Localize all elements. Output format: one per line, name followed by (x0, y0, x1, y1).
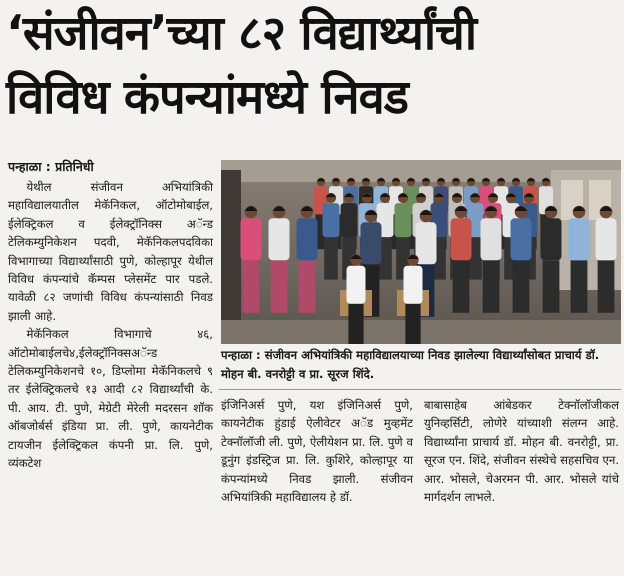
byline: पन्हाळा : प्रतिनिधी (8, 159, 94, 174)
person-silhouette (269, 206, 290, 313)
person-silhouette (569, 206, 590, 313)
caption-divider (219, 389, 621, 390)
person-silhouette (323, 193, 340, 280)
headline (6, 2, 618, 130)
person-silhouette (511, 206, 532, 313)
person-silhouette (451, 206, 472, 313)
article-column-1 (8, 178, 213, 473)
person-silhouette (596, 206, 617, 313)
person-silhouette (241, 206, 262, 313)
headline-line-1: ‘संजीवन’च्या ८२ विद्यार्थ्यांची (6, 6, 477, 61)
person-silhouette (541, 206, 562, 313)
paragraph-companies: इंजिनिअर्स पुणे, यश इंजिनिअर्स पुणे, कायनेटीक हुंडाई ऐलीवेटर अॅड मुव्हमेंट टेक्नॉलॉजी ली. पुणे, ऐलीयेशन प्रा. लि. पुणे व डूनुंग इंडस्ट्रिज प्रा. लि. कुशिरे, कोल्हापूर या कंपन्यांमध्ये निवड झाली. संजीवन अभियांत्रिकी महाविद्यालय हे डॉ. (221, 398, 413, 505)
headline-line-2: विविध कंपन्यांमध्ये निवड (6, 70, 408, 125)
person-silhouette (481, 206, 502, 313)
paragraph-intro: येथील संजीवन अभियांत्रिकी महाविद्यालयातील मेकॅनिकल, ऑटोमोबाईल, ईलेक्ट्रिकल व ईलेक्ट्रॉनिक्स अॅन्ड टेलिकम्युनिकेशन पदवी, मेकॅनिकलपदविका विभागाच्या विद्यार्थ्यांसाठी पुणे, कोल्हापूर येथील विविध कंपन्यांचे कॅम्पस प्लेसमेंट पार पडले. यावेळी ८२ जणांची विविध कंपन्यांसाठी निवड झाली आहे. (8, 180, 213, 323)
article-column-3 (424, 396, 619, 506)
group-photo-illustration (221, 160, 621, 344)
paragraph-details: मेकॅनिकल विभागाचे ४६, ऑटोमोबाईलचे४,ईलेक्ट्रॉनिक्सअॅन्ड टेलिकम्युनिकेशनचे १०, डिप्लोमा मेकॅनिकलचे ९ तर ईलेक्ट्रिकलचे १३ आदी ८२ विद्यार्थ्यांची के. पी. आय. टी. पुणे, मेग्रेटी मेरेली मदरसन शॉक ऑबजोर्बर्स इंडिया प्रा. ली. पुणे, कायनेटीक टायजीन ईलेक्ट्रिकल कंपनी प्रा. लि. पुणे, व्यंकटेश (8, 327, 213, 471)
person-silhouette (347, 254, 366, 344)
photo-caption: पन्हाळा : संजीवन अभियांत्रिकी महाविद्यालयाच्या निवड झालेल्या विद्यार्थ्यांसोबत प्राचार्य डॉ. मोहन बी. वनरोट्टी व प्रा. सूरज शिंदे. (221, 348, 600, 381)
person-silhouette (297, 206, 318, 313)
group-photo (221, 160, 621, 344)
article-column-2 (221, 396, 413, 506)
paragraph-guidance: बाबासाहेब आंबेडकर टेक्नॉलॉजीकल युनिव्हर्सिटी, लोणेरे यांच्याशी संलग्न आहे. विद्यार्थ्यांना प्राचार्य डॉ. मोहन बी. वनरोट्टी, प्रा. सूरज एन. शिंदे, संजीवन संस्थेचे सहसचिव एन. आर. भोसले, चेअरमन पी. आर. भोसले यांचे मार्गदर्शन लाभले. (424, 398, 619, 505)
person-silhouette (404, 254, 423, 344)
